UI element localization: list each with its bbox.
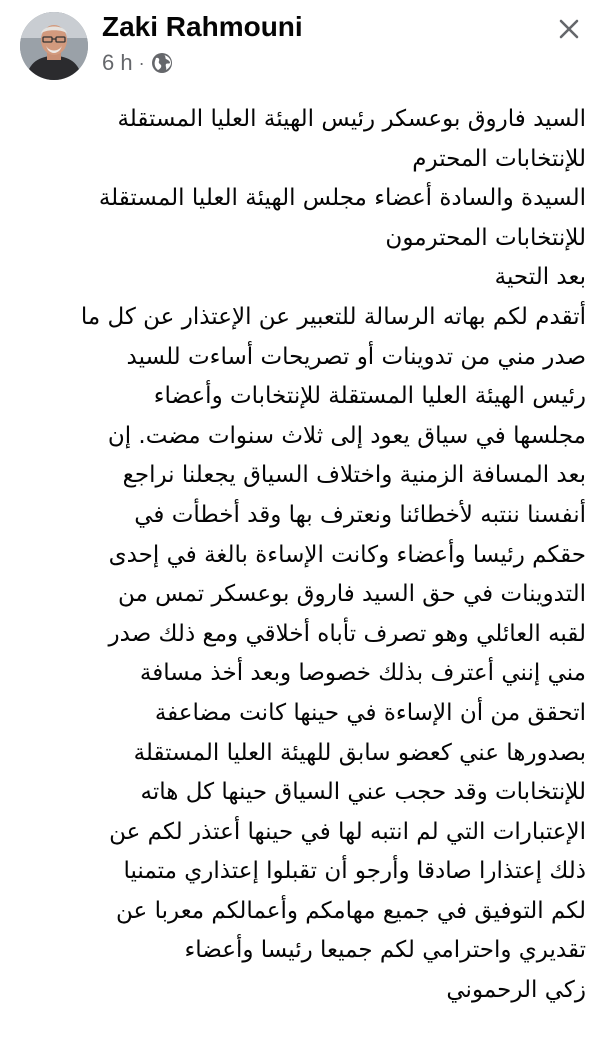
post-line: الإعتبارات التي لم انتبه لها في حينها أعتذر لكم عن	[109, 818, 586, 845]
post-line: ذلك إعتذارا صادقا وأرجو أن تقبلوا إعتذاري متمنيا	[123, 858, 586, 885]
post-line: تقديري واحترامي لكم جميعا رئيسا وأعضاء	[184, 937, 586, 964]
close-icon	[558, 18, 580, 40]
post-meta	[102, 50, 173, 76]
globe-icon[interactable]	[151, 52, 173, 74]
post-line: للإنتخابات وقد حجب عني السياق حينها كل هاته	[140, 779, 586, 806]
close-button[interactable]	[554, 14, 584, 44]
post-line: أنفسنا ننتبه لأخطائنا ونعترف بها وقد أخطأت في	[134, 501, 586, 528]
post-line: اتحقق من أن الإساءة في حينها كانت مضاعفة	[154, 699, 586, 726]
avatar[interactable]	[20, 12, 88, 80]
post-time[interactable]: 6 h	[102, 50, 133, 75]
post-line: السيدة والسادة أعضاء مجلس الهيئة العليا المستقلة	[98, 185, 586, 212]
post-line: زكي الرحموني	[446, 977, 586, 1004]
post-line: للإنتخابات المحترمون	[385, 224, 586, 251]
post-line: مني إنني أعترف بذلك خصوصا وبعد أخذ مسافة	[139, 660, 586, 687]
post-line: بعد المسافة الزمنية واختلاف السياق يجعلنا نراجع	[122, 462, 586, 489]
post-line: لقبه العائلي وهو تصرف تأباه أخلاقي ومع ذلك صدر	[108, 620, 586, 647]
post-line: السيد فاروق بوعسكر رئيس الهيئة العليا المستقلة	[117, 106, 586, 132]
post-line: للإنتخابات المحترم	[412, 145, 586, 172]
post-line: أتقدم لكم بهاته الرسالة للتعبير عن الإعتذار عن كل ما	[80, 303, 586, 330]
post-line: رئيس الهيئة العليا المستقلة للإنتخابات وأعضاء	[153, 383, 586, 410]
author-name[interactable]: Zaki Rahmouni	[102, 11, 303, 42]
post-line: بعد التحية	[494, 264, 586, 291]
meta-separator: ·	[138, 52, 145, 73]
post-line: التدوينات في حق السيد فاروق بوعسكر تمس من	[117, 581, 586, 608]
post-line: بصدورها عني كعضو سابق للهيئة العليا المستقلة	[133, 739, 586, 766]
post-text	[14, 100, 586, 1011]
post-line: مجلسها في سياق يعود إلى ثلاث سنوات مضت. إن	[107, 422, 586, 449]
post-line: صدر مني من تدوينات أو تصريحات أساءت للسيد	[126, 343, 586, 370]
avatar-photo	[20, 12, 88, 80]
post-line: لكم التوفيق في جميع مهامكم وأعمالكم معربا عن	[116, 897, 586, 924]
post-line: حقكم رئيسا وأعضاء وكانت الإساءة بالغة في إحدى	[108, 541, 586, 568]
post-header	[0, 0, 600, 96]
